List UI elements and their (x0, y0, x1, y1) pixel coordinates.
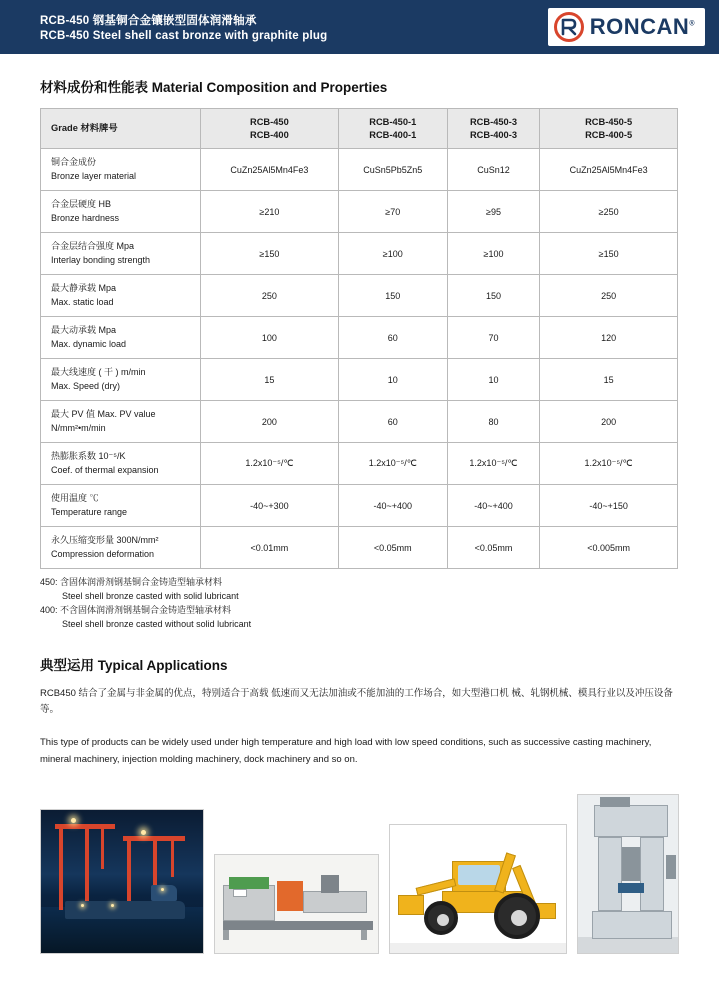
machine-clamp-unit (223, 885, 275, 921)
cell-value: -40~+400 (447, 485, 539, 527)
cell-value: ≥150 (540, 233, 678, 275)
cell-value: 60 (338, 401, 447, 443)
footnote-400-sub: Steel shell bronze casted without solid lubricant (62, 618, 252, 629)
row-label (41, 317, 201, 359)
cell-value: ≥150 (201, 233, 339, 275)
cell-value: 15 (540, 359, 678, 401)
row-label-en: Max. dynamic load (51, 338, 127, 349)
cell-value: <0.005mm (540, 527, 678, 569)
wheel-hub (437, 914, 449, 926)
crane-boom (123, 836, 185, 841)
cell-value: 10 (447, 359, 539, 401)
table-header-row (41, 109, 678, 149)
cell-value: 15 (201, 359, 339, 401)
row-label (41, 191, 201, 233)
crane-leg (127, 836, 131, 910)
column-header-rcb-450-5-line2: RCB-400-5 (585, 129, 633, 140)
column-header-rcb-450 (201, 109, 339, 149)
crane-leg (85, 824, 89, 910)
cell-value: 150 (447, 275, 539, 317)
press-control-box (666, 855, 676, 879)
table-row (41, 317, 678, 359)
cell-value: 60 (338, 317, 447, 359)
press-motor (600, 797, 630, 807)
applications-paragraph-cn: RCB450 结合了金属与非金属的优点，特别适合于高载 低速而又无法加油或不能加油的工作场合，如大型港口机 械、轧钢机械、模具行业以及冲压设备等。 (40, 687, 673, 716)
machine-base (223, 921, 373, 930)
application-images-row (0, 794, 719, 954)
row-label (41, 275, 201, 317)
cell-value: -40~+150 (540, 485, 678, 527)
page-header (0, 0, 719, 54)
excavator-rear-wheel (494, 893, 540, 939)
footnote-450-sub: Steel shell bronze casted with solid lubricant (62, 590, 239, 601)
crane-leg (59, 824, 63, 910)
row-label-en: Interlay bonding strength (51, 254, 151, 265)
row-label-en: Coef. of thermal expansion (51, 464, 159, 475)
backhoe-loader-photo (389, 824, 568, 954)
row-label-en: Bronze hardness (51, 212, 120, 223)
roncan-logo-icon (554, 12, 584, 42)
cell-value: 250 (540, 275, 678, 317)
row-label-cn: 热膨胀系数 10⁻⁵/K (51, 451, 126, 461)
cell-value: -40~+300 (201, 485, 339, 527)
cell-value: CuZn25Al5Mn4Fe3 (201, 149, 339, 191)
cell-value: ≥70 (338, 191, 447, 233)
page-title-en: RCB-450 Steel shell cast bronze with graphite plug (40, 30, 328, 42)
column-header-rcb-450-3-line1: RCB-450-3 (469, 116, 517, 127)
column-header-rcb-450-1-line2: RCB-400-1 (369, 129, 417, 140)
table-body (41, 149, 678, 569)
injection-molding-machine-photo (214, 854, 378, 954)
cell-value: 120 (540, 317, 678, 359)
press-left-upright (598, 837, 622, 911)
excavator-ground (390, 943, 567, 953)
loader-bucket (398, 895, 424, 915)
press-floor (578, 937, 678, 953)
row-label-cn: 最大静承载 Mpa (51, 283, 117, 293)
cell-value: 10 (338, 359, 447, 401)
cell-value: ≥100 (447, 233, 539, 275)
cell-value: -40~+400 (338, 485, 447, 527)
cell-value: 100 (201, 317, 339, 359)
table-row (41, 401, 678, 443)
table-row (41, 527, 678, 569)
column-header-rcb-450-line2: RCB-400 (250, 129, 289, 140)
column-header-rcb-450-1 (338, 109, 447, 149)
column-header-rcb-450-5-line1: RCB-450-5 (585, 116, 633, 127)
cell-value: 200 (540, 401, 678, 443)
row-label-en: Bronze layer material (51, 170, 137, 181)
press-ram (622, 847, 640, 881)
page-title-cn: RCB-450 钢基铜合金镶嵌型固体润滑轴承 (40, 15, 257, 27)
press-base (592, 911, 672, 939)
row-label (41, 485, 201, 527)
cell-value: 80 (447, 401, 539, 443)
row-label-cn: 合金层结合强度 Mpa (51, 241, 135, 251)
ship-superstructure (151, 885, 177, 901)
row-label-en: Max. Speed (dry) (51, 380, 121, 391)
machine-injection-unit (303, 891, 367, 913)
press-crown (594, 805, 668, 837)
column-header-rcb-450-3-line2: RCB-400-3 (469, 129, 517, 140)
row-label-cn: 铜合金成份 (51, 157, 97, 167)
registered-trademark-icon: ® (689, 20, 695, 28)
press-bolster (618, 883, 644, 893)
wheel-hub (511, 910, 527, 926)
column-header-rcb-450-line1: RCB-450 (250, 116, 289, 127)
cell-value: 70 (447, 317, 539, 359)
row-label-cn: 使用温度 ℃ (51, 493, 99, 503)
excavator-cab-glass (458, 865, 500, 885)
row-label-en: N/mm²•m/min (51, 422, 106, 433)
cell-value: ≥100 (338, 233, 447, 275)
row-label (41, 401, 201, 443)
press-right-upright (640, 837, 664, 911)
table-row (41, 191, 678, 233)
table-row (41, 233, 678, 275)
row-label (41, 149, 201, 191)
row-label-en: Compression deformation (51, 548, 155, 559)
header-title-block (40, 12, 327, 42)
row-label-cn: 最大动承载 Mpa (51, 325, 117, 335)
row-label (41, 233, 201, 275)
footnote-450: 450: 含固体润滑剂钢基铜合金铸造型轴承材料 (40, 577, 223, 587)
cell-value: 1.2x10⁻⁵/℃ (201, 443, 339, 485)
row-label-cn: 最大线速度 ( 干 ) m/min (51, 367, 146, 377)
applications-heading: 典型运用 Typical Applications (40, 657, 228, 673)
material-properties-table (40, 108, 678, 569)
cell-value: ≥210 (201, 191, 339, 233)
row-label-en: Temperature range (51, 506, 128, 517)
table-row (41, 359, 678, 401)
port-crane-night-photo (40, 809, 204, 954)
table-footnotes (40, 576, 719, 632)
material-table-heading: 材料成份和性能表 Material Composition and Properties (40, 80, 388, 95)
row-label-cn: 最大 PV 值 Max. PV value (51, 409, 156, 419)
cell-value: <0.01mm (201, 527, 339, 569)
cell-value: <0.05mm (447, 527, 539, 569)
row-label-cn: 合金层硬度 HB (51, 199, 112, 209)
column-header-grade: Grade 材料牌号 (41, 109, 201, 149)
crane-cable (171, 841, 174, 877)
row-label-en: Max. static load (51, 296, 114, 307)
row-label (41, 527, 201, 569)
table-row (41, 149, 678, 191)
footnote-400: 400: 不含固体润滑剂钢基铜合金铸造型轴承材料 (40, 604, 232, 615)
machine-green-cover (229, 877, 269, 889)
column-header-rcb-450-3 (447, 109, 539, 149)
table-row (41, 485, 678, 527)
machine-foot (223, 930, 229, 940)
cell-value: <0.05mm (338, 527, 447, 569)
cell-value: CuSn5Pb5Zn5 (338, 149, 447, 191)
excavator-front-wheel (424, 901, 458, 935)
applications-paragraph-en: This type of products can be widely used under high temperature and high load with low speed conditions, such as successive casting machinery, mineral machinery, injection molding machinery, dock machinery and so on. (40, 737, 652, 765)
cell-value: 1.2x10⁻⁵/℃ (338, 443, 447, 485)
table-row (41, 443, 678, 485)
table-row (41, 275, 678, 317)
column-header-rcb-450-1-line1: RCB-450-1 (369, 116, 417, 127)
cell-value: 1.2x10⁻⁵/℃ (540, 443, 678, 485)
table-head (41, 109, 678, 149)
row-label (41, 443, 201, 485)
cell-value: ≥250 (540, 191, 678, 233)
cell-value: 250 (201, 275, 339, 317)
crane-boom (55, 824, 115, 829)
row-label (41, 359, 201, 401)
cell-value: 200 (201, 401, 339, 443)
logo-wordmark (590, 16, 695, 38)
cell-value: CuZn25Al5Mn4Fe3 (540, 149, 678, 191)
machine-hopper (321, 875, 339, 893)
cell-value: CuSn12 (447, 149, 539, 191)
cell-value: 150 (338, 275, 447, 317)
machine-control-panel (233, 889, 247, 897)
machine-orange-cover (277, 881, 303, 911)
logo-wordmark-text: RONCAN (589, 14, 690, 39)
company-logo (548, 8, 705, 46)
machine-foot (361, 930, 367, 940)
crane-cable (101, 829, 104, 869)
column-header-rcb-450-5 (540, 109, 678, 149)
cell-value: 1.2x10⁻⁵/℃ (447, 443, 539, 485)
row-label-cn: 永久压缩变形量 300N/mm² (51, 535, 159, 545)
cell-value: ≥95 (447, 191, 539, 233)
power-press-machine-photo (577, 794, 679, 954)
